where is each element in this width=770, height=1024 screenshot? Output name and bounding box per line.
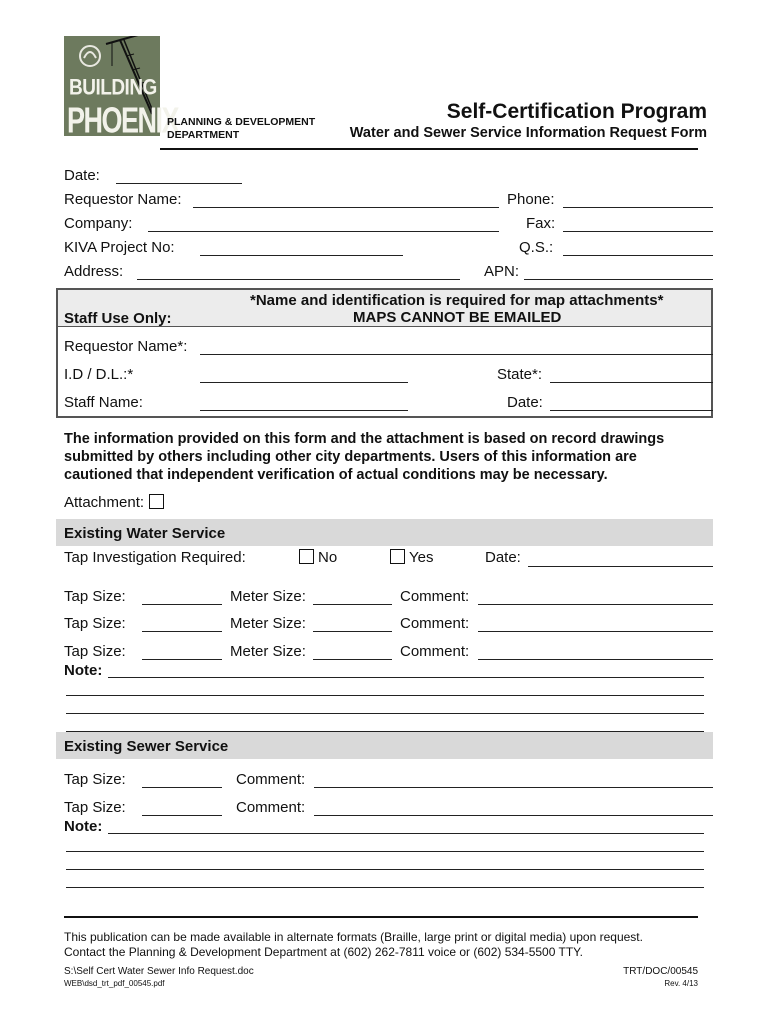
sewer-comment-label-2: Comment: (236, 799, 306, 816)
sewer-comment-label-1: Comment: (236, 771, 306, 788)
sewer-comment-field-2[interactable] (314, 815, 713, 816)
water-tap-size-label-3: Tap Size: (64, 643, 126, 660)
dept-name-line1: PLANNING & DEVELOPMENT (167, 116, 316, 128)
staff-requestor-name-label: Requestor Name*: (64, 338, 188, 355)
water-tap-size-field-3[interactable] (142, 659, 222, 660)
water-meter-size-label-3: Meter Size: (230, 643, 306, 660)
web-path: WEB\dsd_trt_pdf_00545.pdf (64, 979, 165, 988)
water-note-field-2[interactable] (66, 695, 704, 696)
sewer-section-heading: Existing Sewer Service (64, 738, 229, 755)
tap-investigation-yes-checkbox[interactable] (390, 549, 405, 564)
id-dl-label: I.D / D.L.:* (64, 366, 134, 383)
logo-text-building: BUILDING (69, 76, 157, 101)
water-comment-label-3: Comment: (400, 643, 470, 660)
phone-label: Phone: (507, 191, 555, 208)
state-label: State*: (497, 366, 543, 383)
staff-name-field[interactable] (200, 410, 408, 411)
staff-use-label: Staff Use Only: (64, 310, 172, 327)
logo-text-phoenix: PHOENIX (67, 100, 179, 141)
building-phoenix-logo (64, 36, 179, 141)
water-meter-size-label-2: Meter Size: (230, 615, 306, 632)
disclaimer-line2: submitted by others including other city departments. Users of this information are (64, 449, 637, 465)
water-tap-size-field-2[interactable] (142, 631, 222, 632)
water-date-label: Date: (485, 549, 521, 566)
revision: Rev. 4/13 (664, 979, 698, 988)
no-email-notice: MAPS CANNOT BE EMAILED (353, 309, 562, 326)
tap-investigation-label: Tap Investigation Required: (64, 549, 246, 566)
water-note-label: Note: (64, 662, 103, 679)
id-dl-field[interactable] (200, 382, 408, 383)
sewer-note-field-3[interactable] (66, 869, 704, 870)
company-field[interactable] (148, 231, 499, 232)
disclaimer-line1: The information provided on this form and the attachment is based on record drawings (64, 431, 665, 447)
attachment-label: Attachment: (64, 494, 145, 511)
sewer-tap-size-field-1[interactable] (142, 787, 222, 788)
requestor-name-label: Requestor Name: (64, 191, 182, 208)
address-field[interactable] (137, 279, 460, 280)
sewer-tap-size-field-2[interactable] (142, 815, 222, 816)
staff-name-label: Staff Name: (64, 394, 143, 411)
sewer-note-label: Note: (64, 818, 103, 835)
staff-date-label: Date: (507, 394, 543, 411)
qs-label: Q.S.: (519, 239, 554, 256)
water-meter-size-label-1: Meter Size: (230, 588, 306, 605)
sewer-note-field-1[interactable] (108, 833, 704, 834)
date-field[interactable] (116, 183, 242, 184)
map-attachment-notice: *Name and identification is required for map attachments* (250, 292, 664, 309)
disclaimer-line3: cautioned that independent verification of actual conditions may be necessary. (64, 467, 608, 483)
header-rule (160, 148, 698, 150)
water-tap-size-label-1: Tap Size: (64, 588, 126, 605)
page-subtitle: Water and Sewer Service Information Request Form (349, 125, 707, 141)
water-tap-size-field-1[interactable] (142, 604, 222, 605)
fax-field[interactable] (563, 231, 713, 232)
water-meter-size-field-2[interactable] (313, 631, 392, 632)
water-comment-field-2[interactable] (478, 631, 713, 632)
staff-date-field[interactable] (550, 410, 713, 411)
kiva-label: KIVA Project No: (64, 239, 175, 256)
date-label: Date: (64, 167, 100, 184)
water-date-field[interactable] (528, 566, 713, 567)
state-field[interactable] (550, 382, 713, 383)
file-path: S:\Self Cert Water Sewer Info Request.doc (64, 966, 254, 977)
fax-label: Fax: (526, 215, 556, 232)
attachment-checkbox[interactable] (149, 494, 164, 509)
contact-notice: Contact the Planning & Development Department at (602) 262-7811 voice or (602) 534-5500 TTY. (64, 945, 583, 959)
qs-field[interactable] (563, 255, 713, 256)
apn-field[interactable] (524, 279, 713, 280)
address-label: Address: (64, 263, 124, 280)
page-title: Self-Certification Program (446, 100, 707, 123)
water-meter-size-field-3[interactable] (313, 659, 392, 660)
sewer-tap-size-label-1: Tap Size: (64, 771, 126, 788)
sewer-tap-size-label-2: Tap Size: (64, 799, 126, 816)
staff-requestor-name-field[interactable] (200, 354, 713, 355)
water-comment-label-1: Comment: (400, 588, 470, 605)
company-label: Company: (64, 215, 133, 232)
kiva-field[interactable] (200, 255, 403, 256)
phone-field[interactable] (563, 207, 713, 208)
requestor-name-field[interactable] (193, 207, 499, 208)
document-number: TRT/DOC/00545 (623, 966, 698, 977)
apn-label: APN: (484, 263, 520, 280)
accessibility-notice: This publication can be made available in alternate formats (Braille, large print or digital media) upon request. (64, 930, 643, 944)
water-note-field-1[interactable] (108, 677, 704, 678)
sewer-comment-field-1[interactable] (314, 787, 713, 788)
sewer-note-field-4[interactable] (66, 887, 704, 888)
water-section-heading: Existing Water Service (64, 525, 226, 542)
tap-investigation-yes-label: Yes (409, 549, 434, 566)
sewer-note-field-2[interactable] (66, 851, 704, 852)
footer-rule (64, 916, 698, 918)
water-note-field-3[interactable] (66, 713, 704, 714)
water-comment-field-1[interactable] (478, 604, 713, 605)
tap-investigation-no-label: No (318, 549, 338, 566)
water-comment-label-2: Comment: (400, 615, 470, 632)
water-meter-size-field-1[interactable] (313, 604, 392, 605)
tap-investigation-no-checkbox[interactable] (299, 549, 314, 564)
dept-name-line2: DEPARTMENT (167, 129, 240, 141)
water-comment-field-3[interactable] (478, 659, 713, 660)
water-tap-size-label-2: Tap Size: (64, 615, 126, 632)
